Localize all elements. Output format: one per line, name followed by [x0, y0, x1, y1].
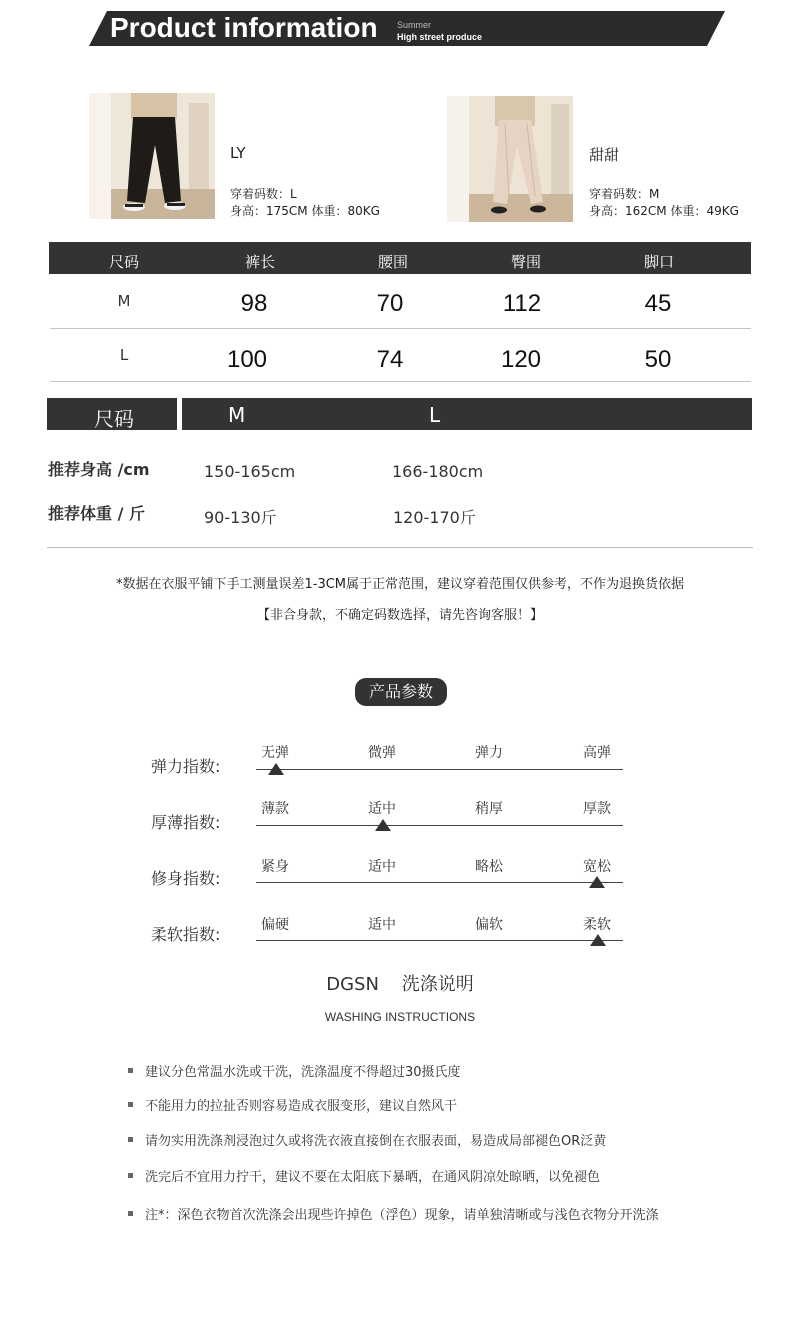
model-body: 身高：175CM 体重：80KG: [230, 204, 380, 218]
model-name: 甜甜: [589, 146, 620, 164]
param-scale-line: [256, 825, 623, 826]
param-option: 稍厚: [475, 801, 503, 817]
recommend-weight-label: 推荐体重 / 斤: [48, 504, 145, 523]
param-label: 修身指数:: [151, 869, 221, 888]
bullet-icon: [128, 1137, 133, 1142]
washing-instruction: 建议分色常温水洗或干洗，洗涤温度不得超过30摄氏度: [145, 1065, 461, 1080]
selection-marker-icon: [375, 819, 391, 831]
bullet-icon: [128, 1102, 133, 1107]
list-item: [128, 1095, 457, 1114]
list-item: [128, 1130, 606, 1149]
param-option: 薄款: [261, 801, 289, 817]
washing-instruction: 不能用力的拉扯否则容易造成衣服变形，建议自然风干: [145, 1099, 458, 1114]
bullet-icon: [128, 1211, 133, 1216]
table-cell: 120: [500, 346, 542, 373]
param-label: 厚薄指数:: [151, 813, 221, 832]
param-option: 适中: [368, 801, 396, 817]
table-cell: 100: [226, 346, 268, 373]
recommend-header-sizes: [182, 398, 752, 430]
washing-subtitle: WASHING INSTRUCTIONS: [324, 1010, 476, 1024]
table-cell: 98: [240, 290, 268, 317]
recommend-size-l: L: [429, 403, 441, 427]
param-option: 无弹: [261, 745, 289, 761]
recommend-weight-m: 90-130斤: [204, 508, 277, 527]
model-name: LY: [230, 144, 246, 162]
param-option: 偏软: [475, 917, 503, 933]
header-banner: [89, 11, 725, 46]
param-option: 高弹: [583, 745, 611, 761]
table-cell: 45: [644, 290, 672, 317]
param-label: 弹力指数:: [151, 757, 221, 776]
recommend-weight-l: 120-170斤: [393, 508, 476, 527]
fit-note: 【非合身款，不确定码数选择，请先咨询客服！】: [256, 608, 543, 623]
bullet-icon: [128, 1068, 133, 1073]
param-option: 适中: [368, 859, 396, 875]
model-size: 穿着码数：M: [589, 187, 660, 201]
param-scale-line: [256, 882, 623, 883]
param-option: 宽松: [583, 859, 611, 875]
table-cell: 50: [644, 346, 672, 373]
param-option: 紧身: [261, 859, 289, 875]
size-table-header-cell: 腰围: [377, 253, 408, 271]
banner-subtitle-season: Summer: [397, 20, 432, 30]
size-table-header-cell: 脚口: [643, 253, 674, 271]
size-table-header-cell: 臀围: [510, 253, 541, 271]
size-cell: L: [119, 346, 129, 364]
washing-title: DGSN 洗涤说明: [326, 974, 474, 995]
selection-marker-icon: [268, 763, 284, 775]
table-cell: 112: [502, 290, 542, 317]
table-cell: 70: [376, 290, 404, 317]
params-title-badge: 产品参数: [355, 678, 447, 706]
recommend-divider: [47, 547, 753, 548]
param-scale-line: [256, 940, 623, 941]
size-table-header-cell: 尺码: [108, 253, 139, 271]
model-size: 穿着码数：L: [230, 187, 297, 201]
size-cell: M: [117, 292, 131, 310]
size-table-header-cell: 裤长: [244, 253, 275, 271]
list-item: [128, 1204, 659, 1223]
model-body: 身高：162CM 体重：49KG: [589, 204, 739, 218]
washing-instruction: 注*：深色衣物首次洗涤会出现些许掉色（浮色）现象，请单独清晰或与浅色衣物分开洗涤: [145, 1208, 659, 1223]
page-title: Product information: [110, 12, 378, 43]
recommend-height-l: 166-180cm: [392, 462, 484, 481]
param-option: 柔软: [583, 917, 611, 933]
model-photo-tiantian: [447, 96, 573, 222]
size-table-header: [49, 242, 751, 274]
bullet-icon: [128, 1173, 133, 1178]
row-divider: [50, 381, 751, 382]
measurement-note: *数据在衣服平铺下手工测量误差1-3CM属于正常范围，建议穿着范围仅供参考，不作为退换货依据: [115, 577, 685, 592]
list-item: [128, 1061, 461, 1080]
list-item: [128, 1166, 600, 1185]
selection-marker-icon: [589, 876, 605, 888]
recommend-header-label: 尺码: [94, 407, 134, 431]
recommend-size-m: M: [228, 403, 246, 427]
model-photo-ly: [89, 93, 215, 219]
param-option: 厚款: [583, 801, 611, 817]
row-divider: [50, 328, 751, 329]
washing-instruction: 请勿实用洗涤剂浸泡过久或将洗衣液直接倒在衣服表面，易造成局部褪色OR泛黄: [145, 1134, 607, 1149]
param-option: 略松: [475, 859, 503, 875]
recommend-height-label: 推荐身高 /cm: [48, 460, 150, 479]
recommend-header-size: [47, 398, 177, 430]
param-option: 偏硬: [261, 917, 289, 933]
table-cell: 74: [376, 346, 404, 373]
param-scale-line: [256, 769, 623, 770]
washing-instruction: 洗完后不宜用力拧干，建议不要在太阳底下暴晒，在通风阴凉处晾晒，以免褪色: [145, 1170, 601, 1185]
param-option: 适中: [368, 917, 396, 933]
banner-subtitle: High street produce: [397, 32, 483, 42]
param-label: 柔软指数:: [151, 925, 221, 944]
param-option: 微弹: [368, 745, 396, 761]
recommend-height-m: 150-165cm: [204, 462, 296, 481]
selection-marker-icon: [590, 934, 606, 946]
param-option: 弹力: [475, 745, 503, 761]
